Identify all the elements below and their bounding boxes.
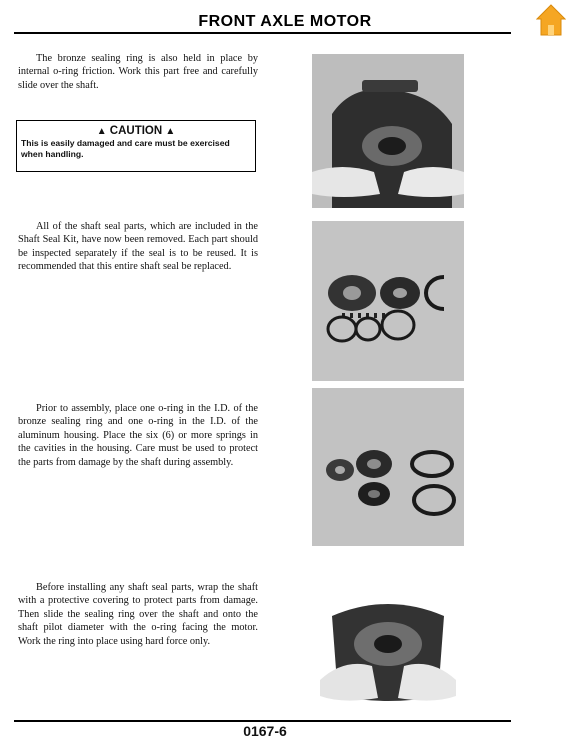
photo-install-sealing-ring [312,586,464,706]
paragraph-4: Before installing any shaft seal parts, wrap the shaft with a protective covering to protect parts from damage. Then slide the sealing ring over the shaft and onto the shaft pilot diameter with the o-ring facing the motor. Work the ring into place using hard force only. [18,582,258,647]
warning-triangle-icon: ▲ [96,126,107,137]
page-number: 0167-6 [243,723,287,739]
page-title: FRONT AXLE MOTOR [198,13,372,30]
photo-sealing-ring-removal [312,54,464,208]
photo-oring-placement [312,388,464,546]
paragraph-1: The bronze sealing ring is also held in place by internal o-ring friction. Work this part free and carefully slide over the shaft. [18,53,258,91]
caution-text: This is easily damaged and care must be exercised when handling. [21,138,230,159]
warning-triangle-icon: ▲ [165,126,176,137]
caution-box [16,120,256,172]
footer-rule [14,720,511,722]
photo-shaft-seal-kit [312,221,464,381]
caution-title: ▲ CAUTION ▲ [96,125,176,137]
paragraph-2: All of the shaft seal parts, which are included in the Shaft Seal Kit, have now been removed. Each part should be inspected separately if the seal is to be reused. It is recommended that this entire shaft seal be replaced. [18,221,258,273]
paragraph-3: Prior to assembly, place one o-ring in the I.D. of the bronze sealing ring and one o-ring in the I.D. of the aluminum housing. Place the six (6) or more springs in the cavities in the housing. Care must be used to protect the parts from damage by the shaft during assembly. [18,403,258,468]
header-rule [14,32,511,34]
home-icon[interactable] [536,3,566,37]
